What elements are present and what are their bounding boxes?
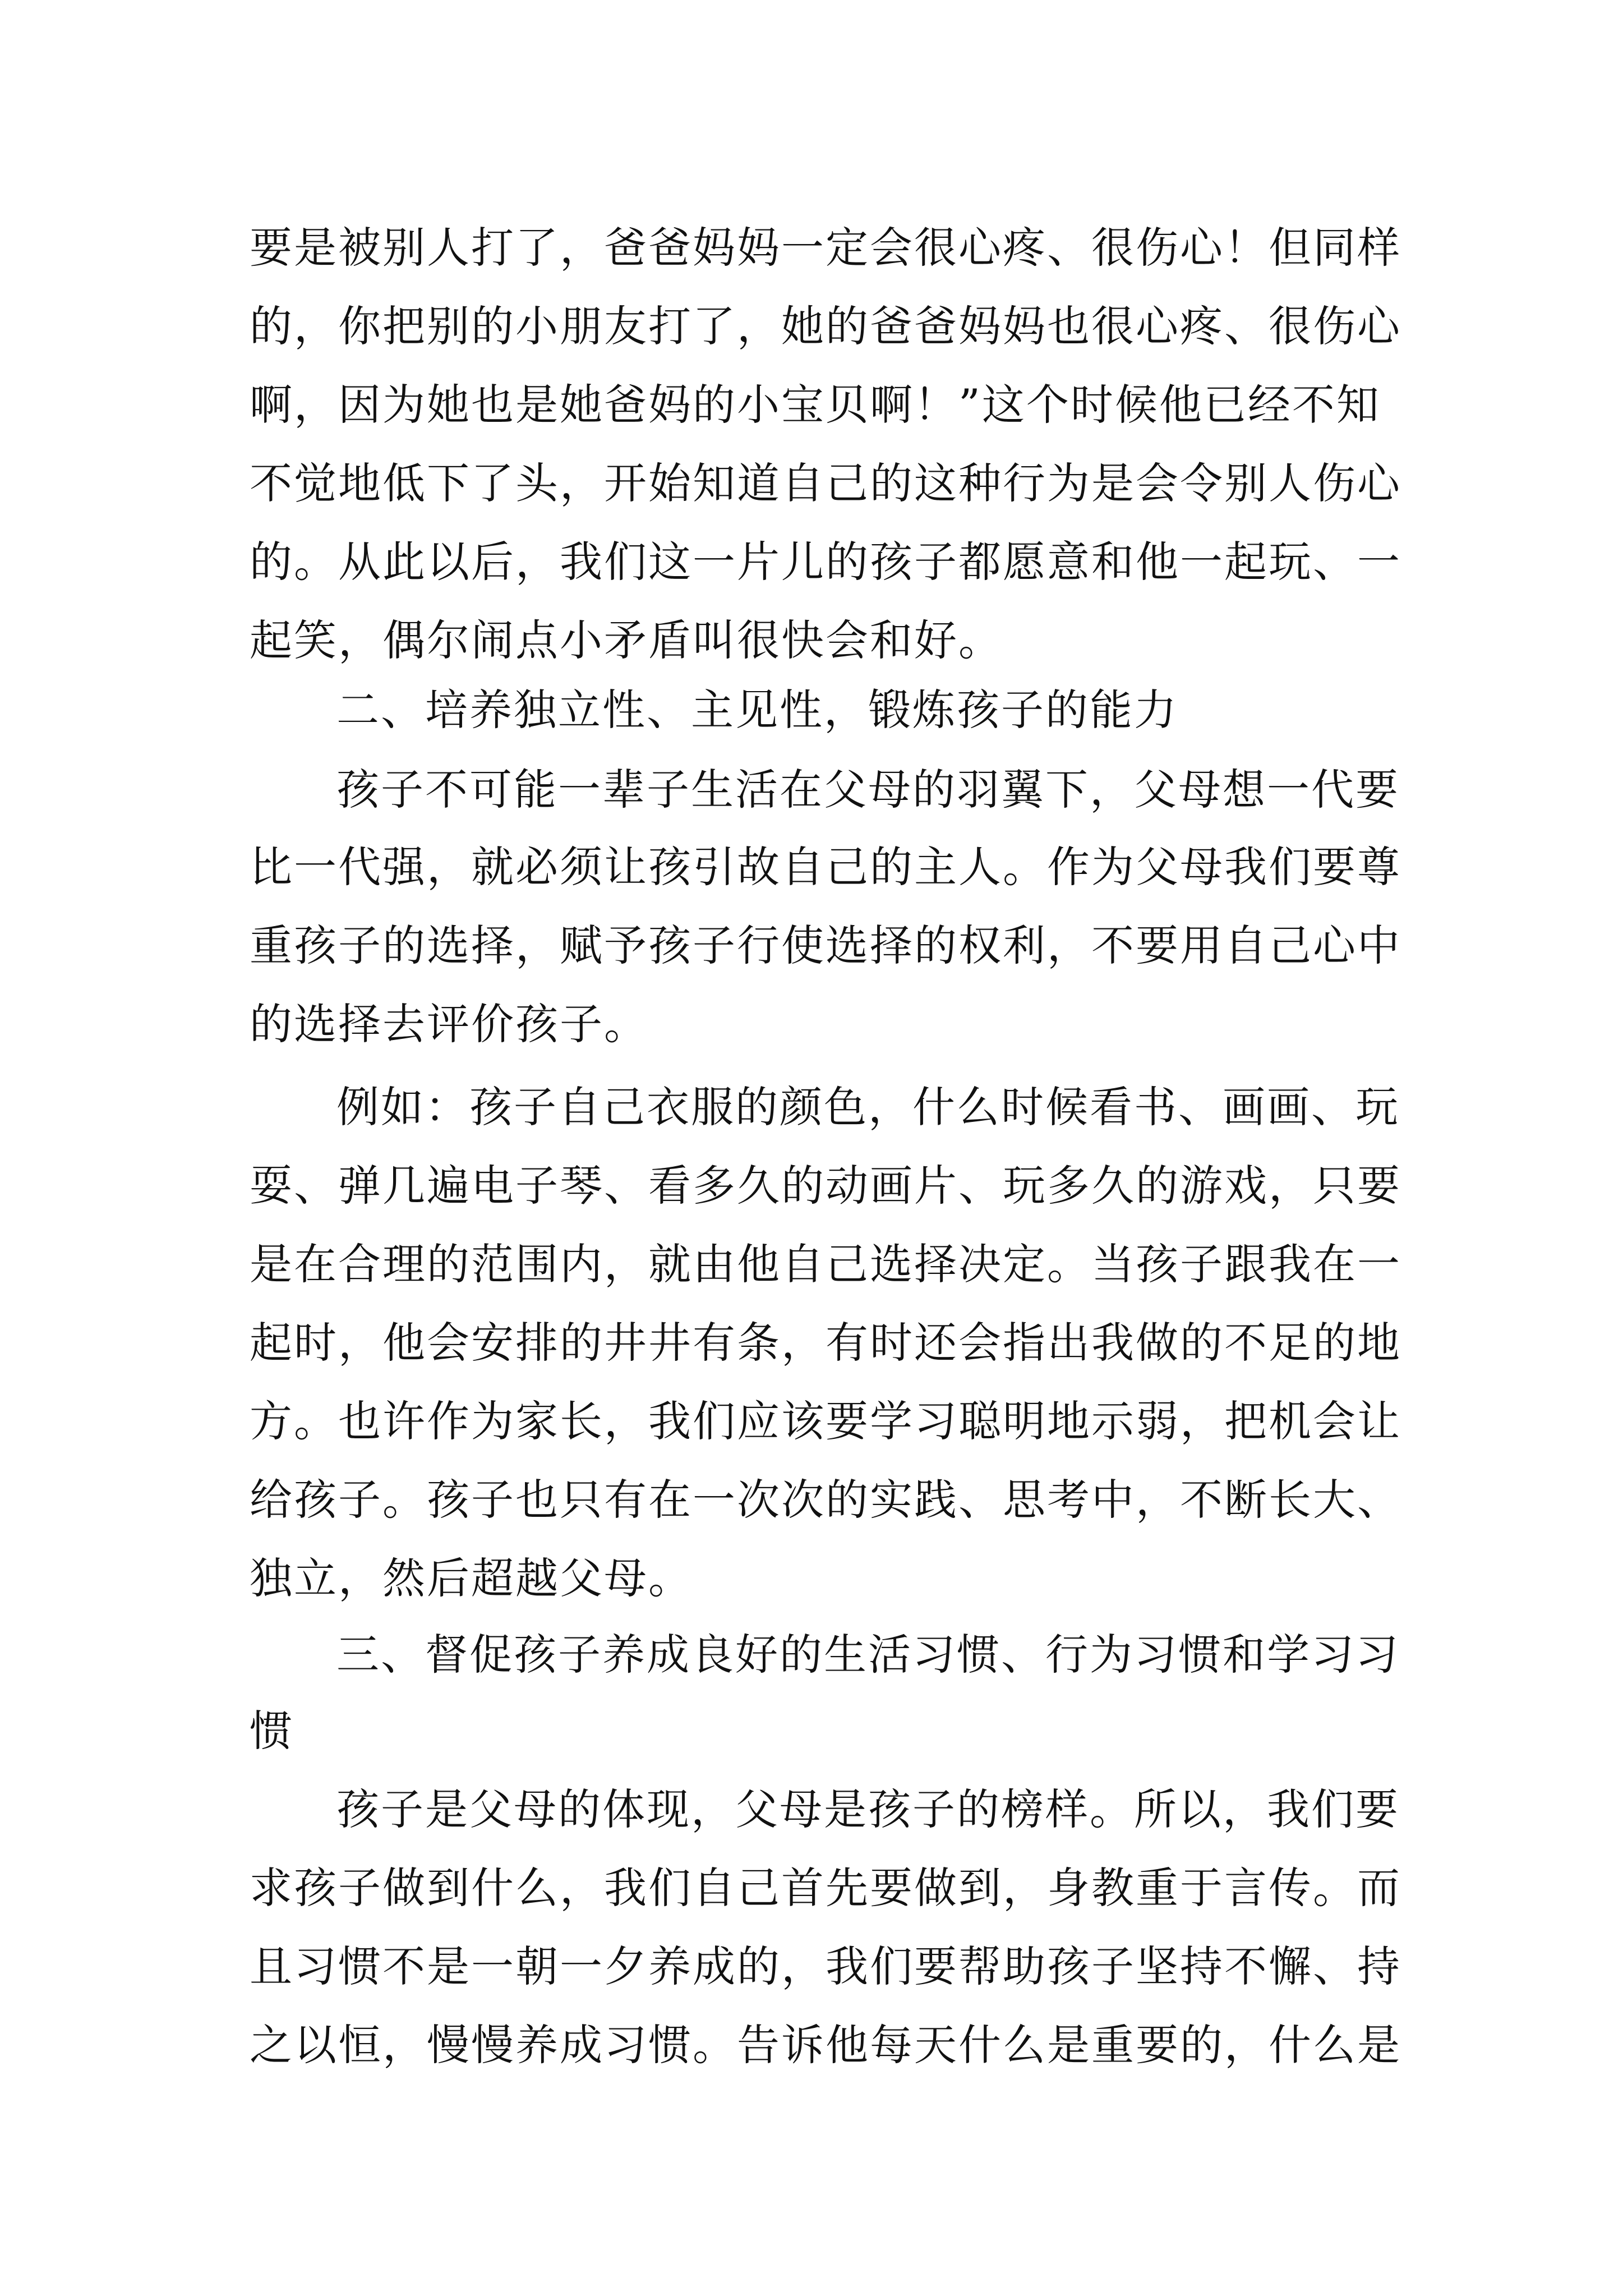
text-line: 起时，他会安排的井井有条，有时还会指出我做的不足的地 (250, 1318, 1401, 1368)
paragraph-first-line: 例如：孩子自己衣服的颜色，什么时候看书、画画、玩 (336, 1082, 1400, 1132)
text-line: 给孩子。孩子也只有在一次次的实践、思考中，不断长大、 (250, 1475, 1401, 1525)
text-line: 啊，因为她也是她爸妈的小宝贝啊！”这个时候他已经不知 (250, 380, 1381, 430)
text-line: 不觉地低下了头，开始知道自己的这种行为是会令别人伤心 (250, 458, 1401, 508)
section-heading: 二、培养独立性、主见性，锻炼孩子的能力 (336, 685, 1178, 735)
text-line: 比一代强，就必须让孩引故自己的主人。作为父母我们要尊 (250, 842, 1401, 892)
paragraph-first-line: 孩子不可能一辈子生活在父母的羽翼下，父母想一代要 (336, 765, 1400, 815)
text-line: 耍、弹几遍电子琴、看多久的动画片、玩多久的游戏，只要 (250, 1161, 1401, 1211)
section-heading: 三、督促孩子养成良好的生活习惯、行为习惯和学习习 (336, 1630, 1400, 1680)
text-line: 要是被别人打了，爸爸妈妈一定会很心疼、很伤心！但同样 (250, 223, 1401, 273)
text-line: 起笑，偶尔闹点小矛盾叫很快会和好。 (250, 615, 1003, 665)
text-line: 的选择去评价孩子。 (250, 999, 648, 1049)
text-line: 求孩子做到什么，我们自己首先要做到，身教重于言传。而 (250, 1863, 1401, 1913)
section-heading-continued: 惯 (250, 1706, 294, 1756)
text-line: 的，你把别的小朋友打了，她的爸爸妈妈也很心疼、很伤心 (250, 301, 1401, 351)
text-line: 且习惯不是一朝一夕养成的，我们要帮助孩子坚持不懈、持 (250, 1941, 1401, 1991)
text-line: 之以恒，慢慢养成习惯。告诉他每天什么是重要的，什么是 (250, 2020, 1401, 2070)
paragraph-first-line: 孩子是父母的体现，父母是孩子的榜样。所以，我们要 (336, 1784, 1400, 1834)
text-line: 是在合理的范围内，就由他自己选择决定。当孩子跟我在一 (250, 1239, 1401, 1289)
text-line: 重孩子的选择，赋予孩子行使选择的权利，不要用自己心中 (250, 921, 1401, 970)
text-line: 的。从此以后，我们这一片儿的孩子都愿意和他一起玩、一 (250, 537, 1401, 587)
text-line: 方。也许作为家长，我们应该要学习聪明地示弱，把机会让 (250, 1396, 1401, 1446)
text-line: 独立，然后超越父母。 (250, 1553, 693, 1603)
